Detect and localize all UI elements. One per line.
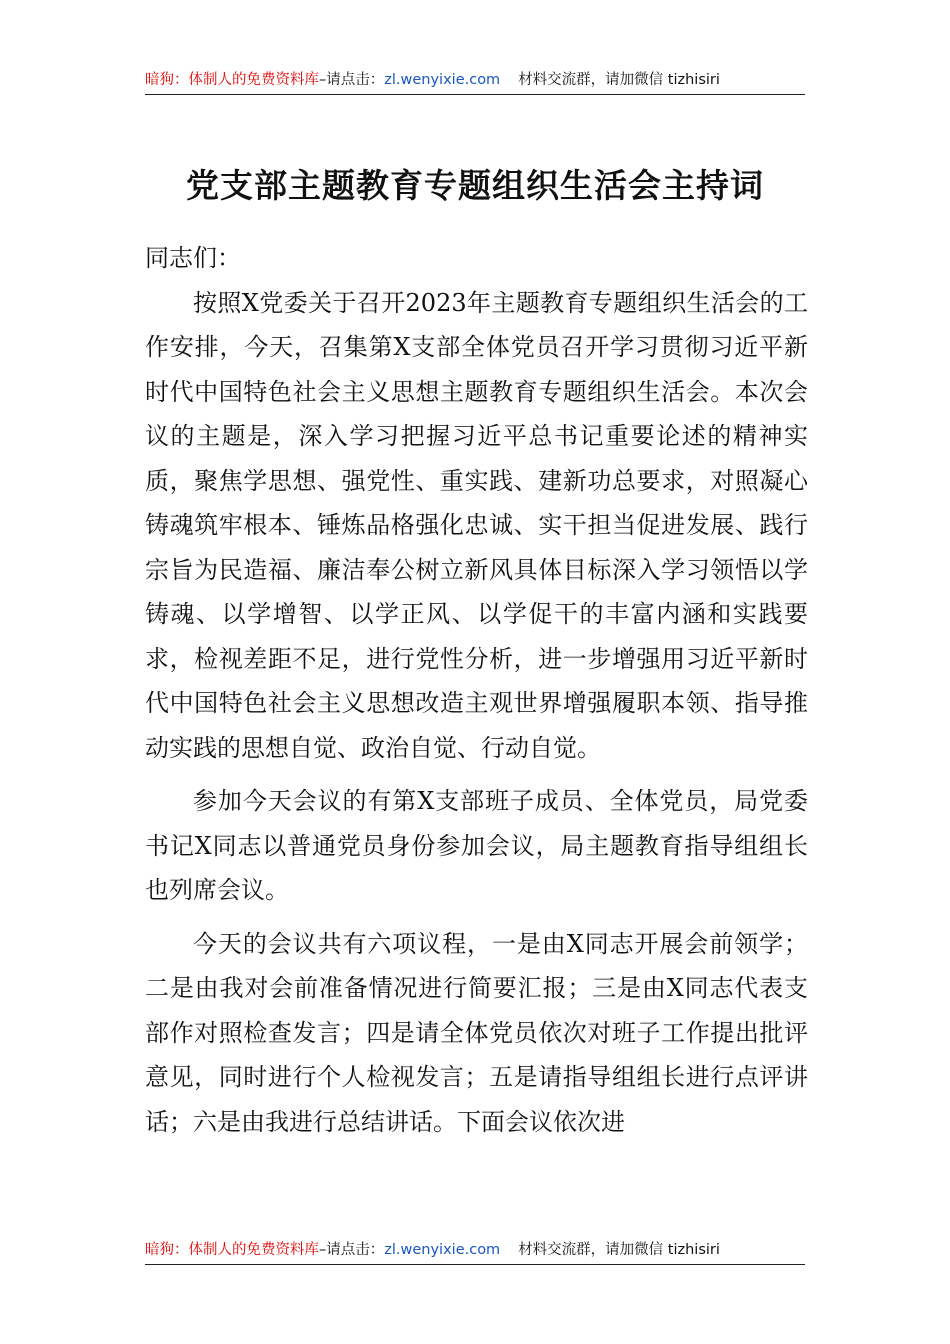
document-title: 党支部主题教育专题组织生活会主持词 [186, 166, 764, 205]
salutation: 同志们： [145, 244, 241, 272]
footer-url-link[interactable]: zl.wenyixie.com [384, 1242, 501, 1258]
banner-site-name: 暗狗：体制人的免费资料库 [145, 72, 319, 88]
banner-url-link[interactable]: zl.wenyixie.com [384, 72, 501, 88]
banner-group-note: 材料交流群，请加微信 tizhisiri [518, 72, 720, 88]
paragraph-intro: 按照X党委关于召开2023年主题教育专题组织生活会的工作安排，今天，召集第X支部全体党员召开学习贯彻习近平新时代中国特色社会主义思想主题教育专题组织生活会。本次会议的主题是，深入学习把握习近平总书记重要论述的精神实质，聚焦学思想、强党性、重实践、建新功总要求，对照凝心铸魂筑牢根本、锤炼品格强化忠诚、实干担当促进发展、践行宗旨为民造福、廉洁奉公树立新风具体目标深入学习领悟以学铸魂、以学增智、以学正风、以学促干的丰富内涵和实践要求，检视差距不足，进行党性分析，进一步增强用习近平新时代中国特色社会主义思想改造主观世界增强履职本领、指导推动实践的思想自觉、政治自觉、行动自觉。 [145, 288, 808, 762]
footer-group-note: 材料交流群，请加微信 tizhisiri [518, 1242, 720, 1258]
header-banner [145, 68, 805, 95]
paragraph-attendees: 参加今天会议的有第X支部班子成员、全体党员，局党委书记X同志以普通党员身份参加会议，局主题教育指导组组长也列席会议。 [145, 787, 808, 904]
paragraph-agenda: 今天的会议共有六项议程，一是由X同志开展会前领学；二是由我对会前准备情况进行简要汇报；三是由X同志代表支部作对照检查发言；四是请全体党员依次对班子工作提出批评意见，同时进行个人检视发言；五是请指导组组长进行点评讲话；六是由我进行总结讲话。下面会议依次进 [145, 929, 808, 1136]
footer-banner [145, 1238, 805, 1265]
footer-site-name: 暗狗：体制人的免费资料库 [145, 1242, 319, 1258]
footer-click-prompt: –请点击： [319, 1242, 385, 1258]
document-body [145, 236, 808, 1144]
banner-click-prompt: –请点击： [319, 72, 385, 88]
